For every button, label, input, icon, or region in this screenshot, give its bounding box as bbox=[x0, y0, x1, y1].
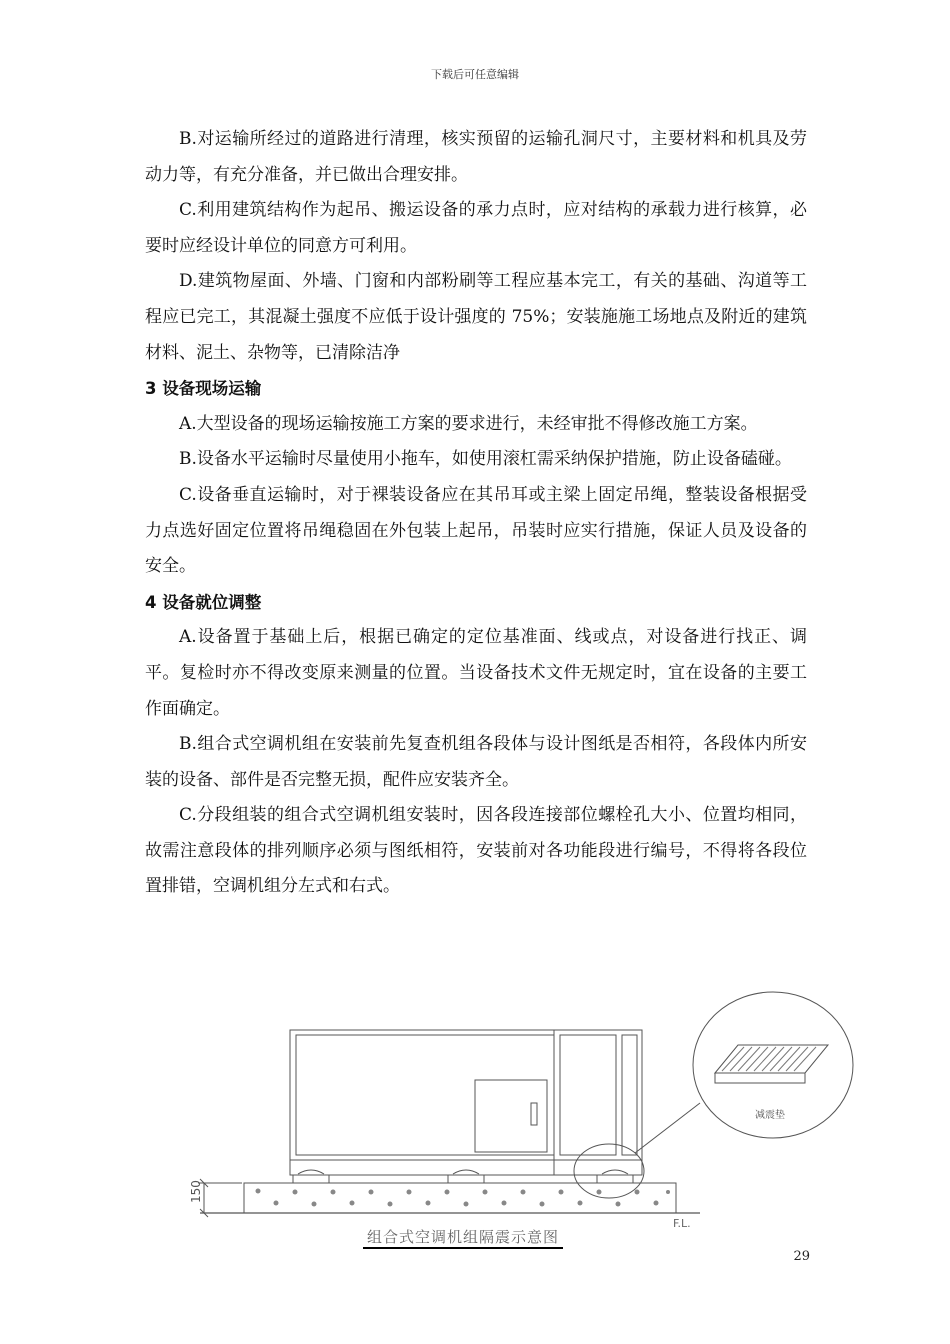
paragraph: B.组合式空调机组在安装前先复查机组各段体与设计图纸是否相符，各段体内所安装的设备、部件是否完整无损，配件应安装齐全。 bbox=[145, 734, 807, 790]
paragraph: A.设备置于基础上后，根据已确定的定位基准面、线或点，对设备进行找正、调平。复检时亦不得改变原来测量的位置。当设备技术文件无规定时，宜在设备的主要工作面确定。 bbox=[145, 627, 807, 719]
page-header: 下载后可任意编辑 bbox=[431, 68, 519, 81]
floor-level-label: F.L. bbox=[673, 1217, 691, 1230]
caption-underline bbox=[363, 1247, 563, 1249]
paragraph: B.对运输所经过的道路进行清理，核实预留的运输孔洞尺寸，主要材料和机具及劳动力等，有充分准备，并已做出合理安排。 bbox=[145, 129, 807, 185]
access-door bbox=[475, 1080, 547, 1152]
paragraph: B.设备水平运输时尽量使用小拖车，如使用滚杠需采纳保护措施，防止设备磕碰。 bbox=[179, 449, 792, 470]
paragraph: C.分段组装的组合式空调机组安装时，因各段连接部位螺栓孔大小、位置均相同，故需注意段体的排列顺序必须与图纸相符，安装前对各功能段进行编号，不得将各段位置排错，空调机组分左式和右式。 bbox=[145, 805, 807, 897]
detail-label: 减震垫 bbox=[755, 1110, 785, 1121]
document-body bbox=[145, 122, 807, 905]
section-heading: 4 设备就位调整 bbox=[145, 592, 262, 612]
page-number: 29 bbox=[793, 1249, 810, 1264]
paragraph: C.利用建筑结构作为起吊、搬运设备的承力点时，应对结构的承载力进行核算，必要时应经设计单位的同意方可利用。 bbox=[145, 200, 807, 256]
figure-caption: 组合式空调机组隔震示意图 bbox=[366, 1228, 559, 1246]
section-heading: 3 设备现场运输 bbox=[145, 379, 262, 399]
paragraph: D.建筑物屋面、外墙、门窗和内部粉刷等工程应基本完工，有关的基础、沟道等工程应已完工，其混凝土强度不应低于设计强度的 75%；安装施施工场地点及附近的建筑材料、泥土、杂物等，已清除洁净 bbox=[145, 271, 807, 363]
paragraph: C.设备垂直运输时，对于裸装设备应在其吊耳或主梁上固定吊绳，整装设备根据受力点选好固定位置将吊绳稳固在外包装上起吊，吊装时应实行措施，保证人员及设备的安全。 bbox=[145, 484, 807, 577]
diagram-drawing bbox=[180, 985, 880, 1255]
ahu-isolation-diagram bbox=[180, 985, 880, 1255]
paragraph: A.大型设备的现场运输按施工方案的要求进行，未经审批不得修改施工方案。 bbox=[179, 413, 758, 434]
dimension-label: 150 bbox=[189, 1180, 203, 1203]
unit-outline bbox=[290, 1030, 642, 1175]
